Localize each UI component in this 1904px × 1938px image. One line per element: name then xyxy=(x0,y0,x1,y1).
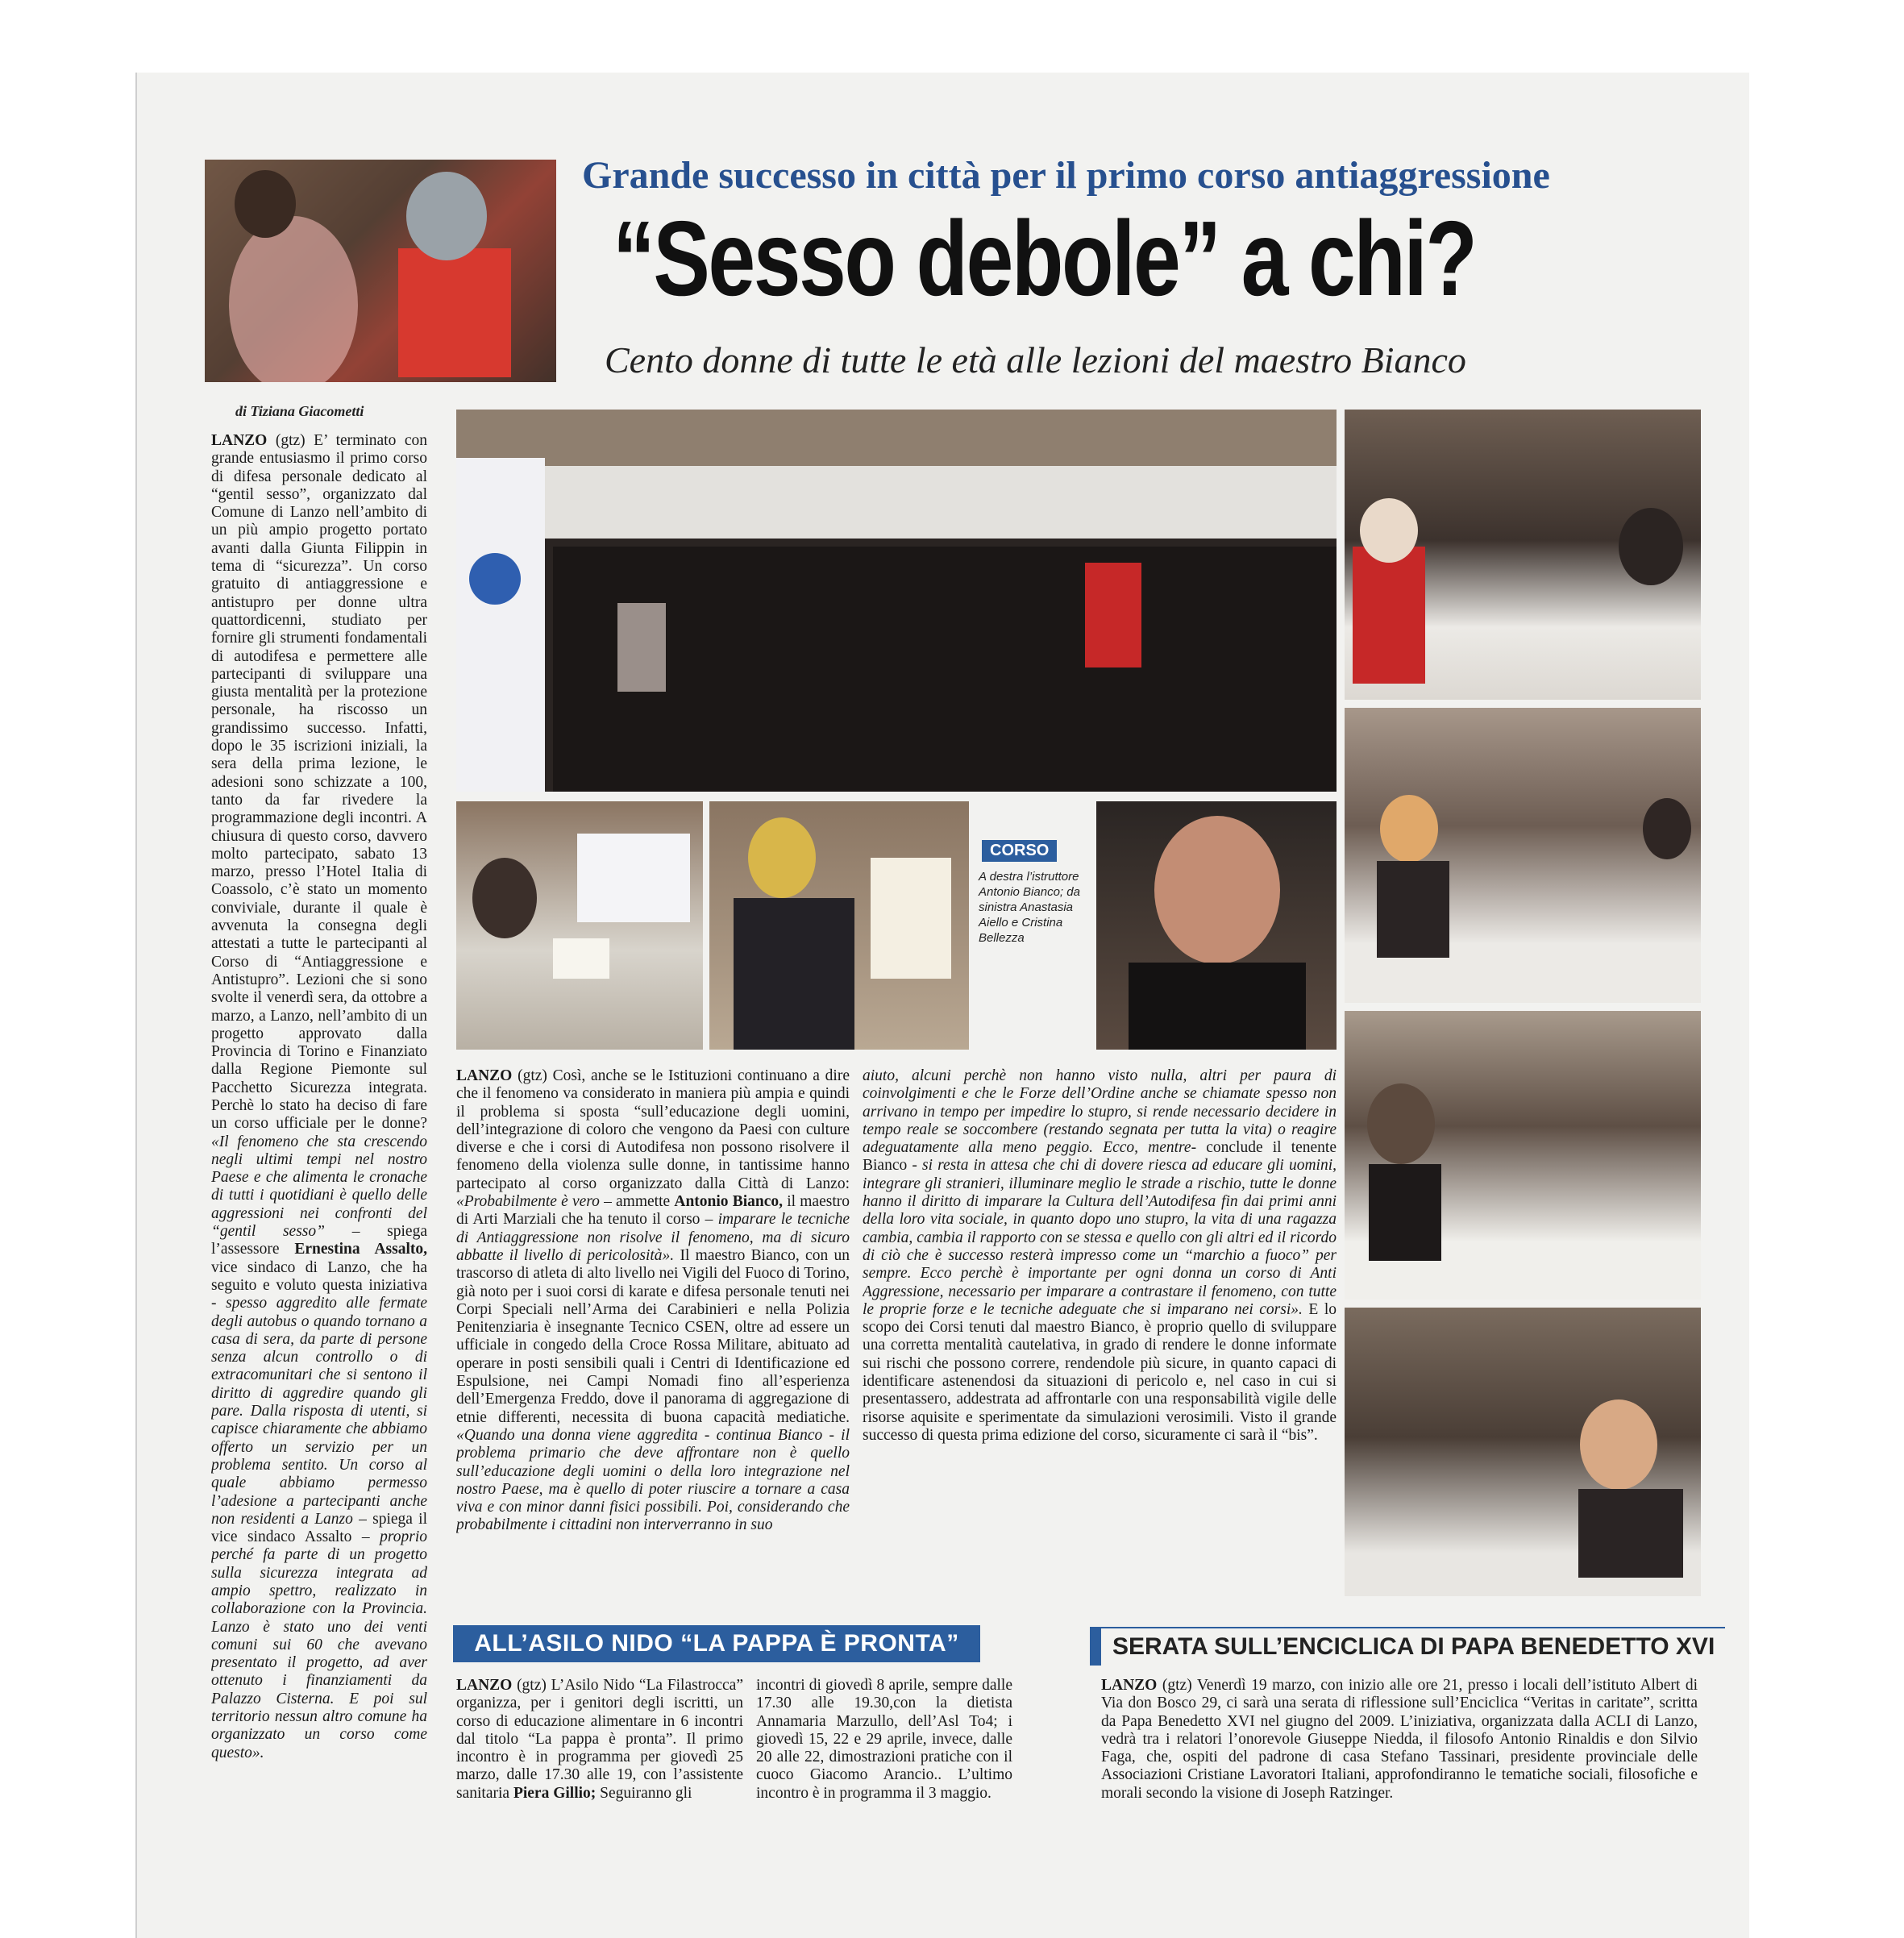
column-1-text-2: – spiega l’assessore xyxy=(211,1223,427,1258)
column-2-dateline: LANZO xyxy=(456,1067,518,1084)
column-2-text-3: il maestro di Arti Marziali che ha tenuto il corso – xyxy=(456,1193,850,1229)
article-headline: “Sesso debole” a chi? xyxy=(613,199,1476,318)
column-3-quote: aiuto, alcuni perchè non hanno visto nulla, altri per paura di coinvolgimenti e che le Forze dell’Ordine anche se chiamate spesso non arrivano in tempo per impedire lo stupro, si rende necessario decidere in tempo reale se soccombere (restando segnata per tutta la vita) o reagire adeguatamente alla meno peggio. Ecco, mentre- xyxy=(863,1067,1337,1157)
photo-dinner-1 xyxy=(1345,410,1701,700)
column-2-quote-3: «Quando una donna viene aggredita - continua Bianco - il problema primario che deve affrontare non è quello sull’educazione degli uomini o della loro integrazione nel nostro Paese, ma è quello di poter riuscire a tornare a casa viva e con minor danni fisici possibili. Poi, considerando che probabilmente i cittadini non interverranno in suo xyxy=(456,1426,850,1534)
newspaper-page xyxy=(135,73,1749,1938)
column-3-text-2: E lo scopo dei Corsi tenuti dal maestro Bianco, è proprio quello di sviluppare una corretta mentalità cautelativa, in grado di rendere le donne informate sui rischi che possono correre, rendendole più sicure, in quanto capaci di identificare astenendosi da situazioni di pericolo e, nel caso in cui si presentassero, addestrata ad affrontarle con una responsabilità vigile delle risorse aquisite e sperimentate da simulazioni verosimili. Visto il grande successo di questa prima edizione del corso, sicuramente ci sarà il “bis”. xyxy=(863,1300,1337,1444)
column-1-quote: «Il fenomeno che sta crescendo negli ultimi tempi nel nostro Paese e che alimenta le cronache di tutti i quotidiani è quello delle aggressioni nei confronti del “gentil sesso” xyxy=(211,1133,427,1241)
asilo-dateline: LANZO xyxy=(456,1677,518,1694)
photo-dinner-1-shapes xyxy=(1345,410,1701,700)
photo-woman-attestato-shapes xyxy=(709,801,969,1050)
column-3-text: conclude il tenente Bianco - xyxy=(863,1139,1337,1175)
column-1-text-4: – spiega il vice sindaco Assalto – xyxy=(211,1510,427,1546)
photo-certificate-handshake-shapes xyxy=(456,801,703,1050)
column-2-text: (gtz) Così, anche se le Istituzioni continuano a dire che il fenomeno va considerato in maniera più ampia e quindi il problema si sposta “sull’educazione degli uomini, dell’integrazione di coloro che vengono da Paesi con culture diverse e che i corsi di Autodifesa non possono risolvere il fenomeno della violenza sulle donne, in tantissime hanno partecipato al corso organizzato dalla Città di Lanzo: xyxy=(456,1067,850,1192)
photo-dinner-3-shapes xyxy=(1345,1011,1701,1300)
article-kicker: Grande successo in città per il primo corso antiaggressione xyxy=(582,154,1550,197)
photo-caption-text: A destra l’istruttore Antonio Bianco; da sinistra Anastasia Aiello e Cristina Bellezza xyxy=(979,870,1080,945)
article-byline: di Tiziana Giacometti xyxy=(235,403,364,419)
photo-dinner-4 xyxy=(1345,1308,1701,1596)
column-1-quote-3: proprio perché fa parte di un progetto sulla sicurezza integrata ad ampio spettro, realizzato in collaborazione con la Provincia. Lanzo è stato uno dei venti comuni sui 60 che avevano presentato il progetto, ad aver ottenuto i finanziamenti da Palazzo Cisterna. E poi sul territorio nessun altro comune ha organizzato un corso come questo». xyxy=(211,1528,427,1761)
asilo-text-a: (gtz) L’Asilo Nido “La Filastrocca” organizza, per i genitori degli iscritti, un corso di educazione alimentare in 6 incontri dal titolo “La pappa è pronta”. Il primo incontro è in programma per giovedì 25 marzo, dalle 17.30 alle 19, con l’assistente sanitaria xyxy=(456,1677,743,1802)
photo-group-shapes xyxy=(456,410,1337,792)
article-column-1 xyxy=(211,432,427,1867)
photo-group-participants xyxy=(456,410,1337,792)
asilo-box-title: ALL’ASILO NIDO “LA PAPPA È PRONTA” xyxy=(453,1625,980,1662)
photo-training-helmet-shapes xyxy=(205,160,556,382)
photo-antonio-bianco-shapes xyxy=(1096,801,1337,1050)
enciclica-box-text xyxy=(1101,1677,1698,1861)
column-2-text-4: Il maestro Bianco, con un trascorso di atleta di alto livello nei Vigili del Fuoco di Torino, già noto per i suoi corsi di karate e difesa personale tenuti nei Corpi Speciali nell’Arma dei Carabinieri e nella Polizia Penitenziaria è insegnante Tecnico CSEN, oltre ad essere un ufficiale in congedo della Croce Rossa Militare, abituato ad operare in posti sensibili quali i Centri di Identificazione ed Espulsione, nei Campi Nomadi fino all’esperienza dell’Emergenza Freddo, dove il panorama di aggregazione di etnie differenti, necessita di buona capacità mediatiche. xyxy=(456,1246,850,1426)
photo-dinner-3 xyxy=(1345,1011,1701,1300)
photo-certificate-handshake xyxy=(456,801,703,1050)
asilo-box-col-2 xyxy=(756,1677,1012,1861)
photo-training-helmet xyxy=(205,160,556,382)
column-2-text-2: ammette xyxy=(616,1193,675,1211)
asilo-text-a2: Seguiranno gli xyxy=(600,1784,692,1802)
column-3-quote-2: si resta in attesa che chi di dovere riesca ad educare gli uomini, integrare gli stranieri, illuminare meglio le strade a rischio, tutte le donne hanno il diritto di imparare la Cultura dell’Autodifesa fin dai primi anni della loro vita sociale, in quanto dopo uno stupro, la vita di una ragazza cambia, cambia il rapporto con se stessa e quello con gli altri ed il ricordo di ciò che è successo resterà impresso come un “marchio a fuoco” per sempre. Ecco perchè è importante per ogni donna un corso di Anti Aggressione, necessario per imparare a contrastare il fenomeno, con tutte le proprie forze e le tecniche adeguate che si imparano nei corsi». xyxy=(863,1157,1337,1318)
photo-antonio-bianco xyxy=(1096,801,1337,1050)
column-1-quote-2: - spesso aggredito alle fermate degli autobus o quando tornano a casa di sera, da parte di persone senza alcun controllo o di extracomunitari che si sentono il diritto di aggredire quando gli pare. Dalla risposta di utenti, si capisce chiaramente che abbiamo offerto un servizio per un problema sentito. Un corso al quale abbiamo permesso l’adesione a partecipanti anche non residenti a Lanzo xyxy=(211,1295,427,1528)
photo-woman-attestato xyxy=(709,801,969,1050)
column-2-quote-2: imparare le tecniche di Antiaggressione non risolve il fenomeno, ma di sicuro abbatte il livello di pericolosità». xyxy=(456,1211,850,1264)
photo-dinner-2-shapes xyxy=(1345,708,1701,1003)
enciclica-box-title: SERATA SULL’ENCICLICA DI PAPA BENEDETTO XVI xyxy=(1090,1627,1725,1666)
article-column-3 xyxy=(863,1067,1337,1599)
column-2-quote: «Probabilmente è vero – xyxy=(456,1193,617,1211)
enciclica-text: (gtz) Venerdì 19 marzo, con inizio alle ore 21, presso i locali dell’istituto Albert di Via don Bosco 29, ci sarà una serata di riflessione sull’Enciclica “Veritas in caritate”, scritta da Papa Benedetto XVI nel giugno del 2009. L’iniziativa, organizzata dalla ACLI di Lanzo, vedrà tra i relatori l’onorevole Giuseppe Niedda, il filosofo Antonio Rinaldis e don Silvio Faga, che, ospiti del padrone di casa Stefano Tassinari, presidente provinciale delle Associazioni Cristiane Lavoratori Italiani, approfondiranno le tematiche sociali, filosofiche e morali secondo la visione di Joseph Ratzinger. xyxy=(1101,1677,1698,1802)
asilo-name: Piera Gillio; xyxy=(513,1784,601,1802)
photo-dinner-2 xyxy=(1345,708,1701,1003)
asilo-box-col-1 xyxy=(456,1677,743,1861)
article-subhead: Cento donne di tutte le età alle lezioni del maestro Bianco xyxy=(605,339,1466,381)
photo-dinner-4-shapes xyxy=(1345,1308,1701,1596)
column-1-text-3: vice sindaco di Lanzo, che ha seguito e voluto questa iniziativa xyxy=(211,1258,427,1294)
column-1-text: (gtz) E’ terminato con grande entusiasmo il primo corso di difesa personale dedicato al “gentil sesso”, organizzato dal Comune di Lanzo nell’ambito di un più ampio progetto portato avanti dalla Giunta Filippin in tema di “sicurezza”. Un corso gratuito di antiaggressione e antistupro per donne ultra quattordicenni, studiato per fornire gli strumenti fondamentali di autodifesa e permettere alle partecipanti di sviluppare una giusta mentalità per la protezione personale, ha riscosso un grandissimo successo. Infatti, dopo le 35 iscrizioni iniziali, la sera della prima lezione, le adesioni sono schizzate a 100, tanto da far rivedere la programmazione degli incontri. A chiusura di questo corso, davvero molto partecipato, sabato 13 marzo, presso l’Hotel Italia di Coassolo, c’è stato un momento conviviale, durante il quale è avvenuta la consegna degli attestati a tutte le partecipanti al Corso di “Antiaggressione e Antistupro”. Lezioni che si sono svolte il venerdì sera, da ottobre a marzo, a Lanzo, nell’ambito di un progetto approvato dalla Provincia di Torino e Finanziato dalla Regione Piemonte sul Pacchetto Sicurezza integrata. Perchè lo stato ha deciso di fare un corso ufficiale per le donne? xyxy=(211,432,427,1133)
column-1-name: Ernestina Assalto, xyxy=(294,1241,427,1258)
column-2-name: Antonio Bianco, xyxy=(674,1193,788,1211)
column-1-dateline: LANZO xyxy=(211,432,276,449)
article-column-2 xyxy=(456,1067,850,1599)
photo-caption-tag: CORSO xyxy=(982,840,1057,862)
asilo-text-b: incontri di giovedì 8 aprile, sempre dalle 17.30 alle 19.30,con la dietista Annamaria Marzullo, dell’Asl To4; i giovedì 15, 22 e 29 aprile, invece, dalle 20 alle 22, dimostrazioni pratiche con il cuoco Giacomo Arancio.. L’ultimo incontro è in programma il 3 maggio. xyxy=(756,1677,1012,1802)
enciclica-dateline: LANZO xyxy=(1101,1677,1162,1694)
